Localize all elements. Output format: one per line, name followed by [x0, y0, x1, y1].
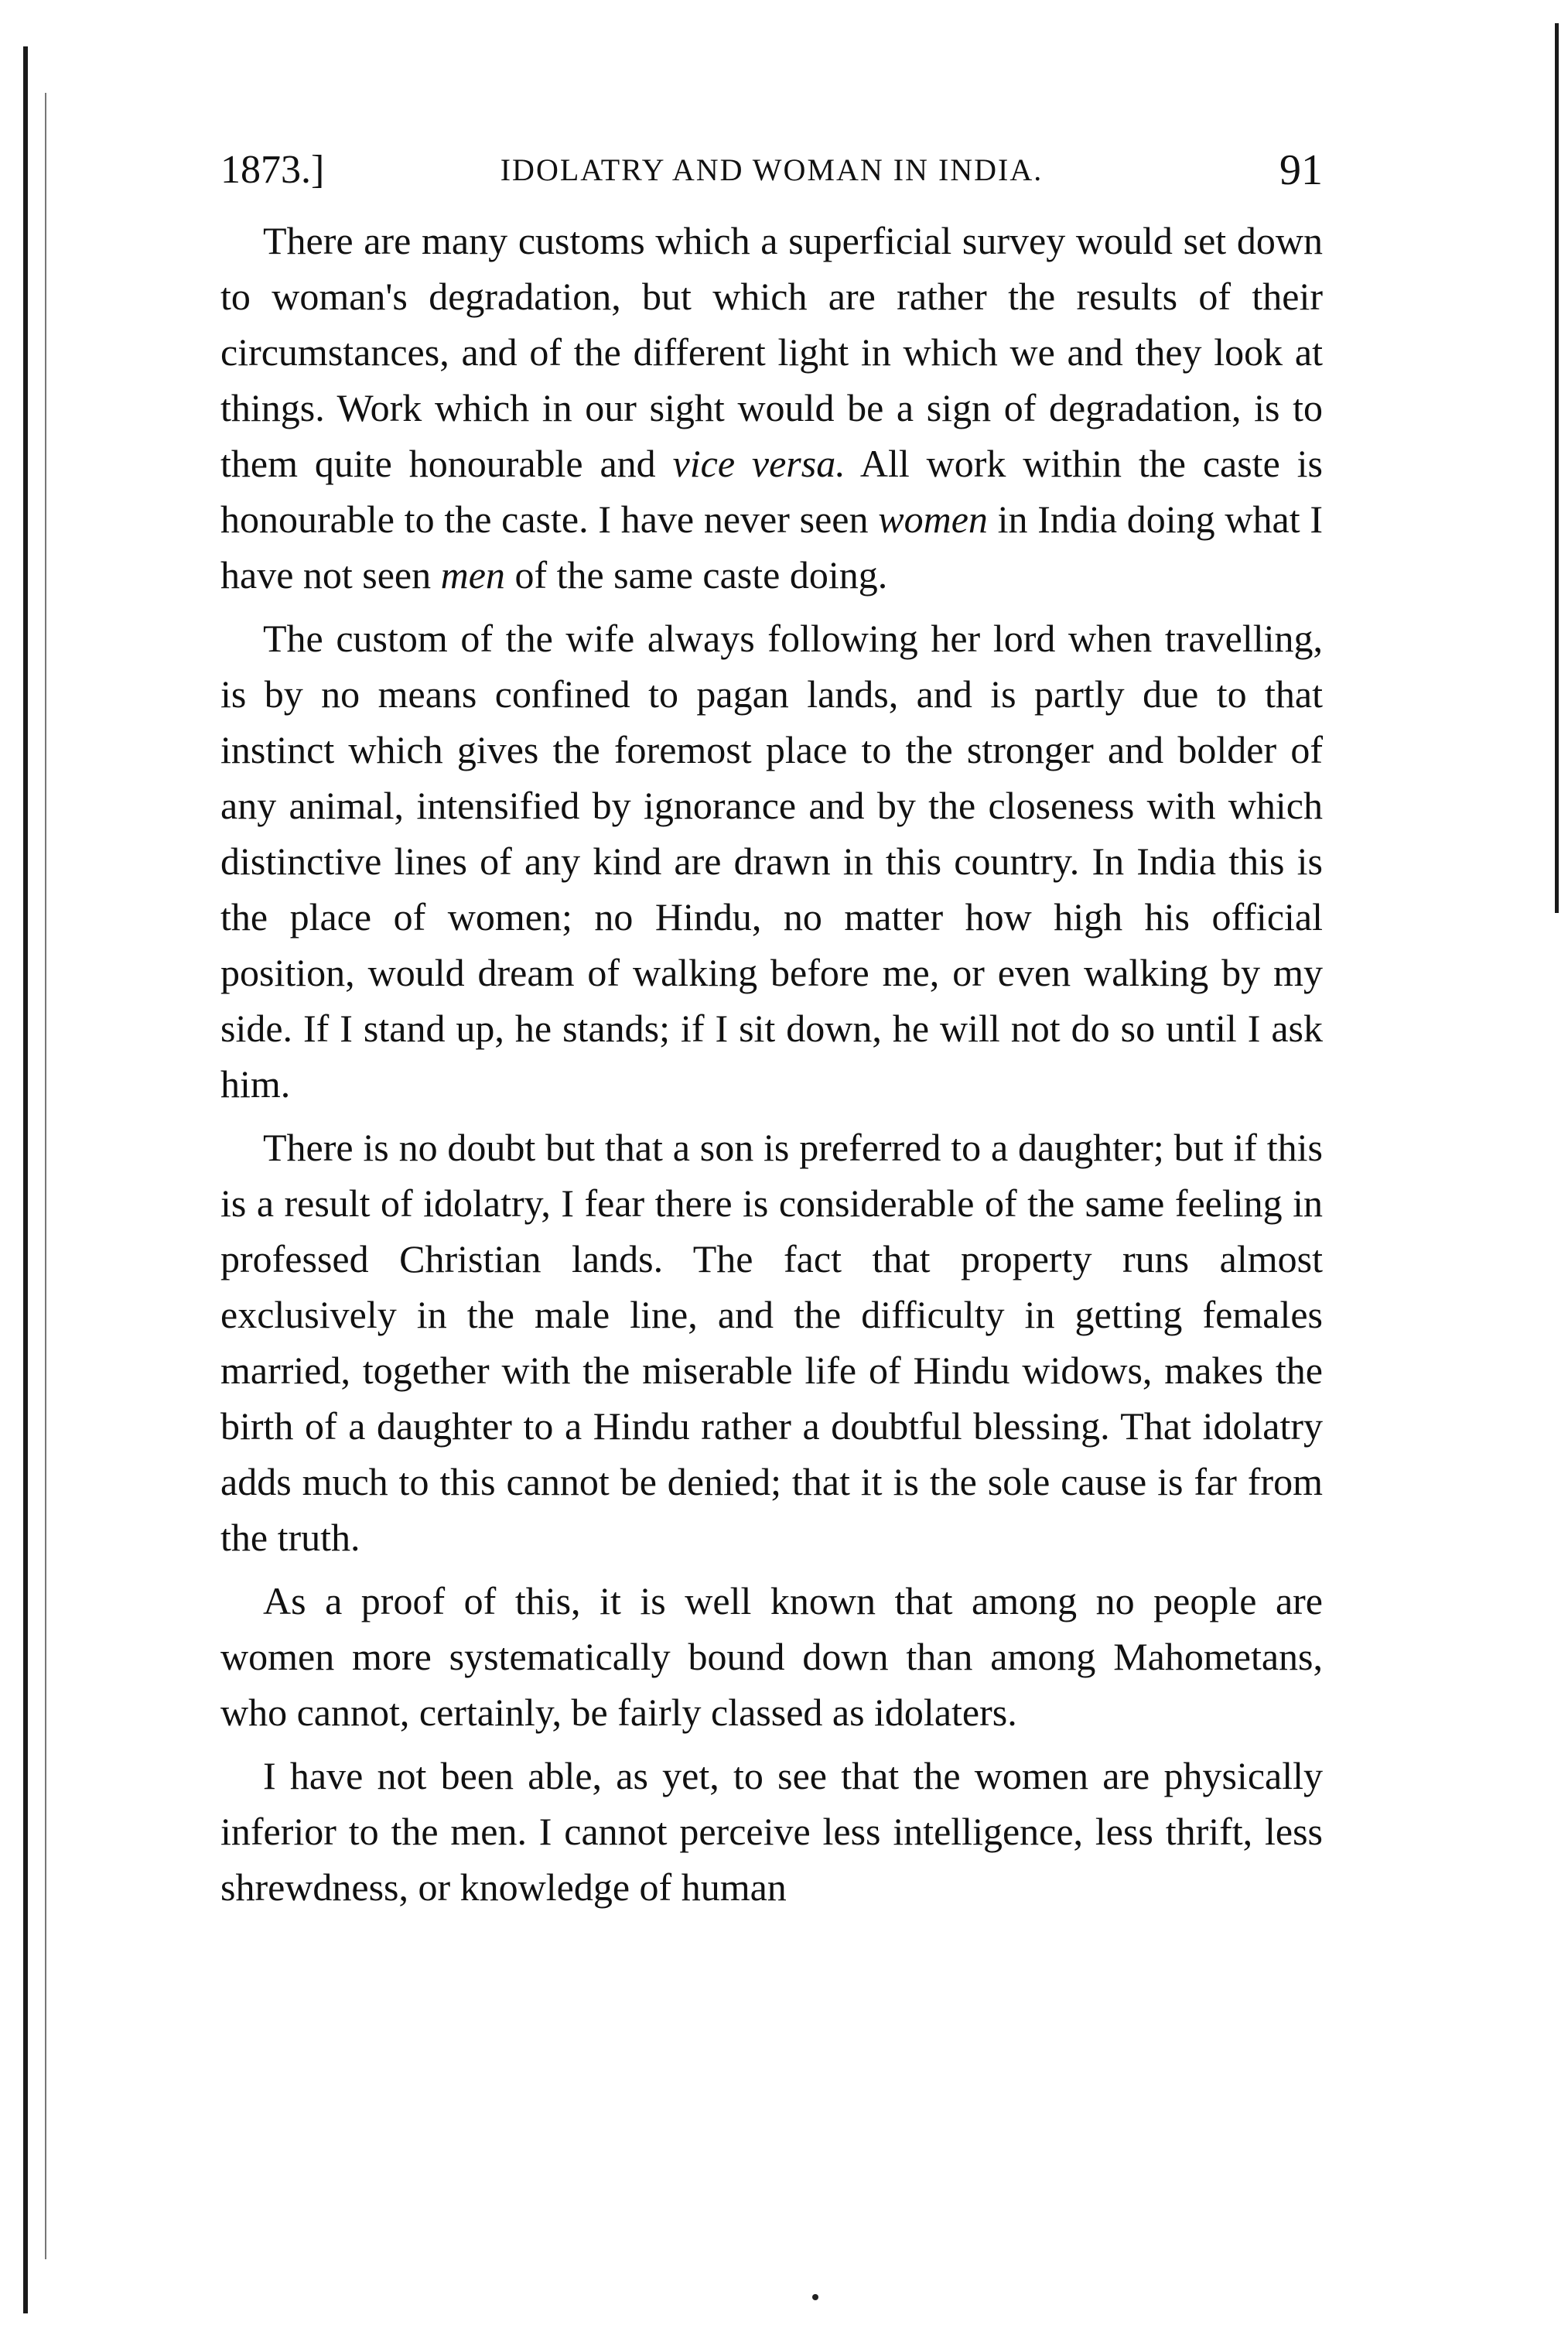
text-run: There are many customs which a superficial survey would set down to woman's degradation, but which are rather the results of their circumstances, and of the different light in which we and they look at things. Work which in our sight would be a sign of degradation, is to them quite honourable and: [220, 219, 1323, 485]
left-binding-edge: [23, 46, 28, 2313]
right-binding-edge: [1555, 23, 1559, 913]
paragraph-3: There is no doubt but that a son is preferred to a daughter; but if this is a result of idolatry, I fear there is considerable of the same feeling in professed Christian lands. The fact that property runs almost exclusively in the male line, and the difficulty in getting females married, together with the miserable life of Hindu widows, makes the birth of a daughter to a Hindu rather a doubtful blessing. That idolatry adds much to this cannot be denied; that it is the sole cause is far from the truth.: [220, 1126, 1323, 1559]
header-title: IDOLATRY AND WOMAN IN INDIA.: [500, 152, 1044, 187]
running-header: [220, 139, 1323, 201]
text-run: All work within the caste is honourable to the caste. I have never seen: [220, 442, 1323, 541]
page-number: 91: [1279, 146, 1323, 194]
paragraph-1: [220, 213, 1323, 603]
left-margin-line: [45, 93, 46, 2259]
italic-run: women: [878, 497, 988, 541]
header-year: 1873.]: [220, 148, 325, 192]
page-body: [220, 213, 1323, 1923]
text-run: in India doing what I have not seen: [220, 497, 1323, 597]
paragraph-2: The custom of the wife always following her lord when travelling, is by no means confined to pagan lands, and is partly due to that instinct which gives the foremost place to the stronger and bolder of any animal, intensified by ignorance and by the closeness with which distinctive lines of any kind are drawn in this country. In India this is the place of women; no Hindu, no matter how high his official position, would dream of walking before me, or even walking by my side. If I stand up, he stands; if I sit down, he will not do so until I ask him.: [220, 617, 1323, 1106]
paragraph-5: I have not been able, as yet, to see that the women are physically inferior to the men. I cannot perceive less intelligence, less thrift, less shrewdness, or knowledge of human: [220, 1754, 1323, 1909]
italic-run: vice versa.: [672, 442, 845, 485]
text-run: of the same caste doing.: [504, 553, 888, 597]
ink-speck: [812, 2294, 818, 2300]
paragraph-4: As a proof of this, it is well known that among no people are women more systematically bound down than among Mahometans, who cannot, certainly, be fairly classed as idolaters.: [220, 1579, 1323, 1734]
italic-run: men: [440, 553, 505, 597]
